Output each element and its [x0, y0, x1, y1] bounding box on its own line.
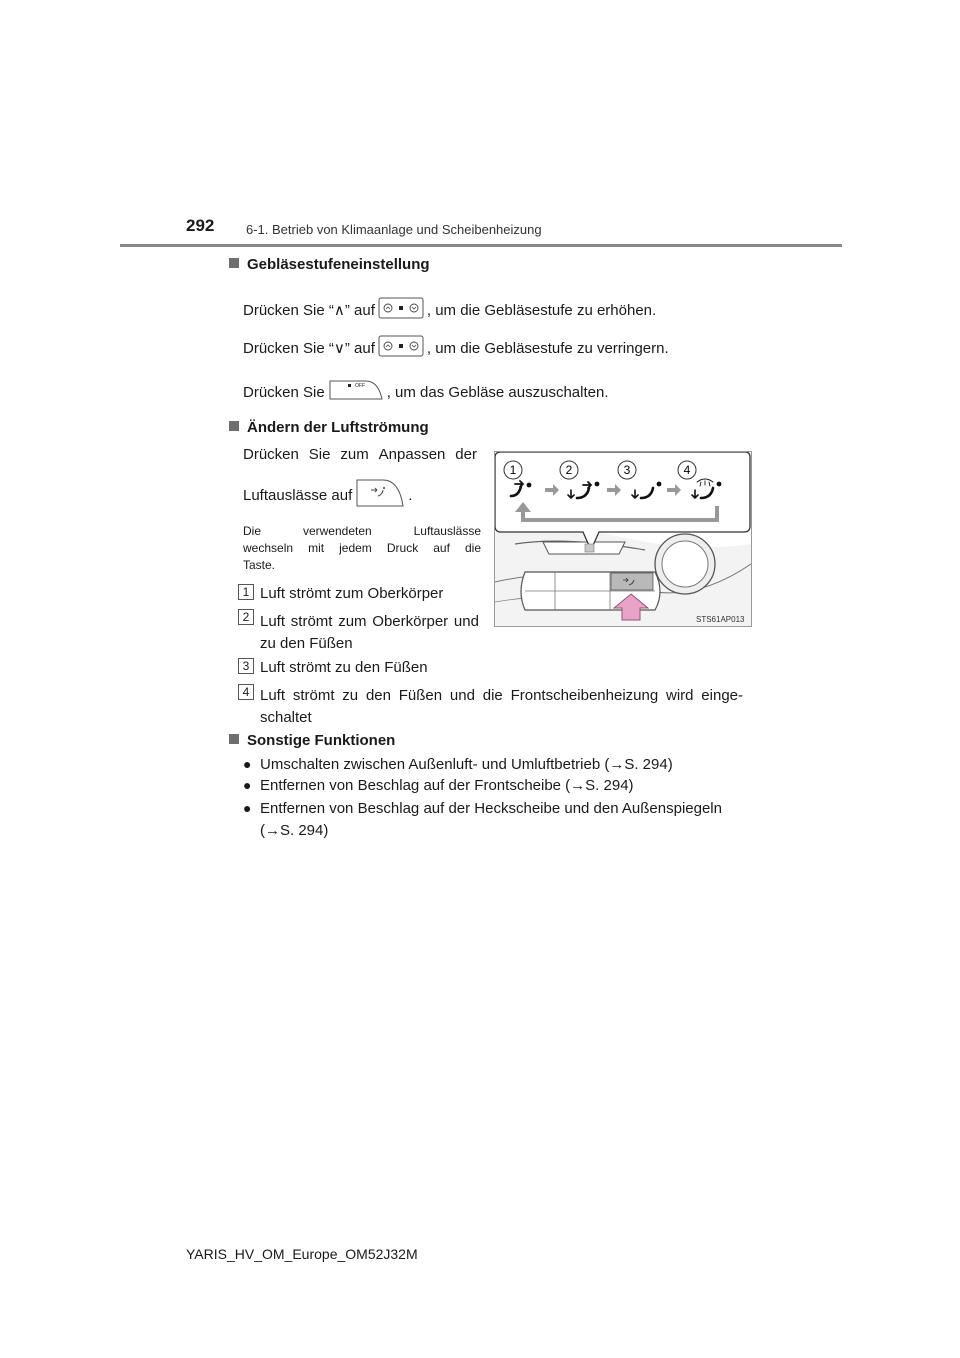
footer-doc-code: YARIS_HV_OM_Europe_OM52J32M: [186, 1246, 418, 1262]
airflow-intro-line1: Drücken Sie zum Anpassen der: [243, 446, 477, 463]
other-item-3: Entfernen von Beschlag auf der Heckscheibe und den Außenspiegeln: [260, 800, 722, 817]
airflow-note: Die verwendeten Luftauslässe wechseln mit jedem Druck auf die Taste.: [243, 524, 481, 572]
fan-decrease-line: Drücken Sie “∨” auf , um die Gebläsestufe zu verringern.: [243, 335, 669, 361]
fan-speed-button-icon: [378, 335, 424, 361]
item-number-4: 4: [238, 684, 254, 700]
square-bullet-icon: [229, 421, 239, 431]
airflow-illustration: [495, 452, 751, 626]
square-bullet-icon: [229, 258, 239, 268]
mode-number-3: 3: [623, 463, 631, 477]
item-text-3: Luft strömt zu den Füßen: [260, 659, 428, 676]
other-item-1: Umschalten zwischen Außenluft- und Umluftbetrieb (→S. 294): [260, 756, 673, 773]
fan-off-button-icon: [328, 378, 384, 406]
bullet-dot-icon: ●: [243, 756, 252, 772]
other-item-2: Entfernen von Beschlag auf der Frontscheibe (→S. 294): [260, 777, 634, 794]
mode-number-1: 1: [509, 463, 517, 477]
square-bullet-icon: [229, 734, 239, 744]
fan-off-line: Drücken Sie OFF , um das Gebläse auszuschalten.: [243, 378, 609, 406]
bullet-dot-icon: ●: [243, 800, 252, 816]
header-rule: [120, 244, 842, 247]
heading-other-functions: Sonstige Funktionen: [229, 732, 395, 749]
figure-code: STS61AP013: [696, 615, 745, 624]
heading-airflow: Ändern der Luftströmung: [229, 419, 429, 436]
off-label: OFF: [354, 383, 365, 389]
item-text-1: Luft strömt zum Oberkörper: [260, 585, 444, 602]
mode-number-4: 4: [683, 463, 691, 477]
bullet-dot-icon: ●: [243, 777, 252, 793]
section-title: 6-1. Betrieb von Klimaanlage und Scheibenheizung: [246, 222, 542, 237]
airflow-mode-button-icon: [355, 476, 405, 514]
item-number-1: 1: [238, 584, 254, 600]
item-number-2: 2: [238, 609, 254, 625]
airflow-intro-line2: Luftauslässe auf .: [243, 476, 412, 514]
airflow-figure: [494, 451, 752, 627]
mode-number-2: 2: [565, 463, 573, 477]
heading-fan-speed: Gebläsestufeneinstellung: [229, 256, 430, 273]
page-number: 292: [186, 216, 215, 235]
other-item-3-continued: (→S. 294): [260, 822, 329, 839]
item-text-4: Luft strömt zu den Füßen und die Frontscheibenheizung wird einge- schaltet: [260, 687, 743, 726]
item-number-3: 3: [238, 658, 254, 674]
fan-speed-button-icon: [378, 297, 424, 323]
fan-increase-line: Drücken Sie “∧” auf , um die Gebläsestufe zu erhöhen.: [243, 297, 656, 323]
item-text-2: Luft strömt zum Oberkörper und zu den Füßen: [260, 613, 479, 652]
